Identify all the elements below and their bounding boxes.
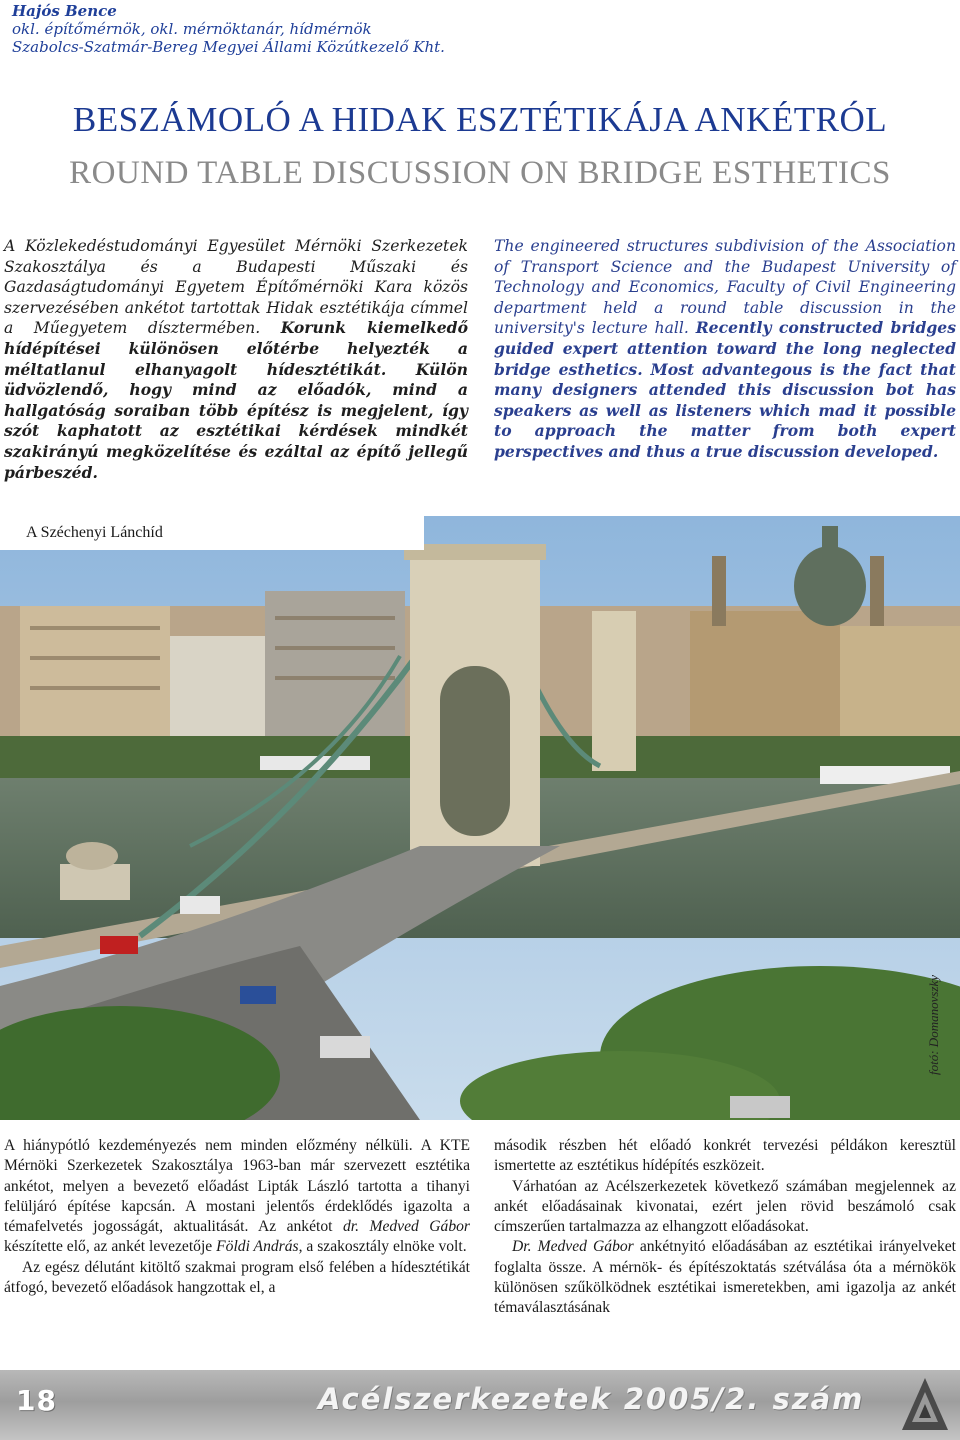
- body-left-p1-text: A hiánypótló kezdeményezés nem minden előzmény nélküli. A KTE Mérnöki Szerkezetek Szakosztálya 1963-ban már szervezett esztétika ankétot, melyen a bevezető előadást Lipták László tartotta a tihanyi felüljáró építése kapcsán. A mostani jelentős érdeklődés igazolta a témafelvetés jogosságát, aktualitását. Az ankétot: [4, 1137, 470, 1236]
- abstract-en-part2: Recently constructed bridges guided expert attention toward the long neglected bridge esthetics. Most advantegous is the fact that many designers attended this discussion bot has speakers as well as listeners which mad it possible to approach the matter from both expert perspectives and thus a true discussion developed.: [494, 318, 956, 461]
- body-left-paragraph-2: Az egész délutánt kitöltő szakmai program első felében a hídesztétikát átfogó, bevezető előadások hangzottak el, a: [4, 1258, 470, 1297]
- abstract-hu-part2: Korunk kiemelkedő hídépítései különösen előtérbe helyezték a méltatlanul elhanyagolt hídesztétikát. Külön üdvözlendő, hogy mind az előadók, mind a hallgatóság soraiban több építész is megjelent, így szót kaphatott az esztétikai kérdések mindkét szakirányú megközelítése és ezáltal az építő jellegű párbeszéd.: [4, 318, 468, 482]
- page-footer: [0, 1370, 960, 1440]
- body-column-right: [494, 1136, 956, 1319]
- body-right-p3-text: ankétnyitó előadásában az esztétikai irányelveket foglalta össze. A mérnök- és építészoktatás szétválása óta a mérnökök különösen szűkölködnek esztétikai ismeretekben, ami igazolja az ankét témaválasztásának: [494, 1238, 956, 1317]
- author-block: [12, 2, 445, 56]
- body-left-paragraph-1: [4, 1136, 470, 1258]
- article-title-hungarian: BESZÁMOLÓ A HIDAK ESZTÉTIKÁJA ANKÉTRÓL: [72, 100, 888, 139]
- abstract-english: [494, 236, 956, 463]
- body-right-paragraph-3: [494, 1237, 956, 1318]
- author-name: Hajós Bence: [12, 2, 117, 20]
- chain-bridge-illustration: [0, 516, 960, 1120]
- abstract-hu-part1: A Közlekedéstudományi Egyesület Mérnöki Szerkezetek Szakosztálya és a Budapesti Műszaki és Gazdaságtudományi Egyetem Építőmérnöki Kara közös szervezésében ankétot tartottak Hidak esztétikája címmel a Műegyetem dísztermében.: [4, 237, 468, 338]
- abstract-en-part1: The engineered structures subdivision of the Association of Transport Science and the Budapest University of Technology and Economics, Faculty of Civil Engineering department held a round table discussion in the university's lecture hall.: [494, 237, 956, 338]
- body-left-p1-name2: Földi András: [216, 1238, 299, 1256]
- abstract-hungarian: [4, 236, 468, 483]
- chain-bridge-photo: [0, 516, 960, 1120]
- body-column-left: [4, 1136, 470, 1298]
- journal-name: Acélszerkezetek 2005/2. szám: [318, 1382, 865, 1416]
- photo-caption: A Széchenyi Lánchíd: [0, 516, 424, 550]
- page-number: 18: [16, 1384, 57, 1417]
- article-title-english: ROUND TABLE DISCUSSION ON BRIDGE ESTHETICS: [69, 155, 891, 191]
- body-right-paragraph-2: Várhatóan az Acélszerkezetek következő számában megjelennek az ankét előadásainak kivonatai, ezért jelen rövid beszámoló csak címszerűen tartalmazza az elhangzott előadásokat.: [494, 1177, 956, 1236]
- author-affiliation: Szabolcs-Szatmár-Bereg Megyei Állami Közútkezelő Kht.: [12, 38, 445, 56]
- body-left-p1-title: dr.: [342, 1218, 359, 1236]
- body-right-paragraph-1: második részben hét előadó konkrét tervezési példákon keresztül ismertette az esztétikus hídépítés eszközeit.: [494, 1137, 956, 1175]
- body-left-p1-name: Medved Gábor: [369, 1218, 470, 1236]
- body-left-p1-mid: készítette elő, az ankét levezetője: [4, 1238, 213, 1256]
- body-right-p3-name: Dr. Medved Gábor: [512, 1238, 634, 1256]
- photo-credit: fotó: Domanovszky: [926, 974, 941, 1075]
- journal-logo-icon: [900, 1376, 950, 1434]
- body-left-p1-end: , a szakosztály elnöke volt.: [298, 1238, 467, 1256]
- author-title: okl. építőmérnök, okl. mérnöktanár, hídmérnök: [12, 20, 372, 38]
